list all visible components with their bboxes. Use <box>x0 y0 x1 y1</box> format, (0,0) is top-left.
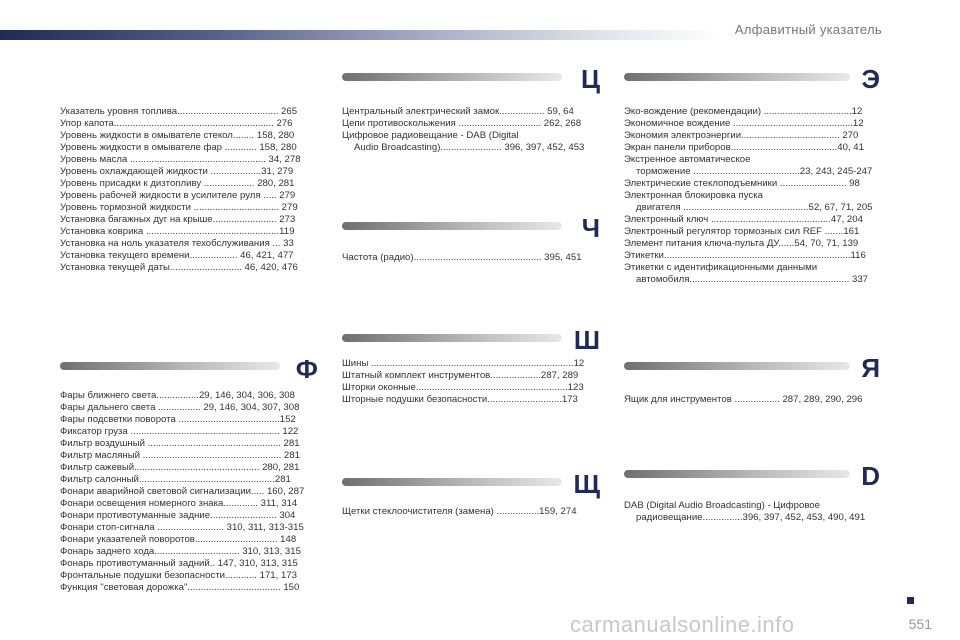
index-entry: Уровень рабочей жидкости в усилителе руля ..... 279 <box>60 190 296 201</box>
index-entry: Фильтр сажевый............................................... 280, 281 <box>60 462 300 473</box>
page-header-title: Алфавитный указатель <box>734 22 882 37</box>
section-divider-ch <box>342 222 562 230</box>
index-entry: Элемент питания ключа-пульта ДУ......54, 70, 71, 139 <box>624 238 859 249</box>
index-entry: Центральный электрический замок................. 59, 64 <box>342 106 574 117</box>
section-letter-f: Ф <box>295 354 318 384</box>
index-entry: Фильтр масляный .................................................... 281 <box>60 450 300 461</box>
index-entry: Указатель уровня топлива...................................... 265 <box>60 106 298 117</box>
index-entry: Уровень жидкости в омывателе стекол........ 158, 280 <box>60 130 295 141</box>
section-divider-ya <box>624 362 850 370</box>
index-entry: Экономия электроэнергии..................................... 270 <box>624 130 859 141</box>
index-entry: Фары подсветки поворота ......................................152 <box>60 414 296 425</box>
index-entry: Фонарь противотуманный задний.. 147, 310, 313, 315 <box>60 558 298 569</box>
index-entry: Штатный комплект инструментов...................287, 289 <box>342 370 579 381</box>
index-entry: Фильтр салонный...................................................281 <box>60 474 291 485</box>
section-letter-e: Э <box>861 64 880 94</box>
header-gradient-bar <box>0 30 720 40</box>
index-entry: автомобиля............................................................ 337 <box>636 274 869 285</box>
index-entry: Фронтальные подушки безопасности............ 171, 173 <box>60 570 297 581</box>
index-entry: Фиксатор груза ........................................................ 122 <box>60 426 299 437</box>
index-entry: Упор капота............................................................ 276 <box>60 118 293 129</box>
section-letter-ch: Ч <box>581 213 600 243</box>
index-entry: Фонарь заднего хода................................ 310, 313, 315 <box>60 546 301 557</box>
index-entry: Фонари стоп-сигнала ......................... 310, 311, 313-315 <box>60 522 304 533</box>
index-section-e <box>624 106 882 286</box>
section-divider-sh <box>342 334 562 342</box>
index-entry: двигателя ...............................................52, 67, 71, 205 <box>636 202 873 213</box>
index-entry: Шторные подушки безопасности............................173 <box>342 394 578 405</box>
index-entry: радиовещание...............396, 397, 452, 453, 490, 491 <box>636 512 866 523</box>
index-entry: Этикетки с идентификационными данными <box>624 262 818 273</box>
watermark: carmanualsonline.info <box>570 612 795 637</box>
index-entry: Щетки стеклоочистителя (замена) ................159, 274 <box>342 506 577 517</box>
index-entry: Уровень охлаждающей жидкости ...................31, 279 <box>60 166 294 177</box>
section-divider-shch <box>342 478 562 486</box>
index-entry: Электронный ключ .............................................47, 204 <box>624 214 863 225</box>
index-entry: Установка текущей даты........................... 46, 420, 476 <box>60 262 298 273</box>
section-letter-ts: Ц <box>581 64 600 94</box>
section-letter-sh: Ш <box>573 325 600 355</box>
index-entry: Шины ............................................................................12 <box>342 358 585 369</box>
section-letter-ya: Я <box>861 353 880 383</box>
index-entry: Установка багажных дуг на крыше........................ 273 <box>60 214 296 225</box>
index-entry: Установка текущего времени.................. 46, 421, 477 <box>60 250 294 261</box>
index-entry: Этикетки......................................................................116 <box>624 250 866 261</box>
index-entry: Экономичное вождение .............................................12 <box>624 118 864 129</box>
index-entry: Фильтр воздушный .................................................. 281 <box>60 438 300 449</box>
index-entry: Фары дальнего света ................ 29, 146, 304, 307, 308 <box>60 402 300 413</box>
index-entry: Уровень масла ................................................... 34, 278 <box>60 154 301 165</box>
section-letter-d: D <box>861 461 880 491</box>
index-section-ch <box>342 252 600 264</box>
index-entry: торможение ........................................23, 243, 245-247 <box>636 166 873 177</box>
index-entry: Эко-вождение (рекомендации) .................................12 <box>624 106 863 117</box>
index-entry: DAB (Digital Audio Broadcasting) - Цифровое <box>624 500 820 511</box>
section-divider-d <box>624 470 850 478</box>
index-section-ts <box>342 106 600 154</box>
index-section-f <box>60 390 318 594</box>
index-entry: Электронный регулятор тормозных сил REF .......161 <box>624 226 860 237</box>
index-entry: Частота (радио)................................................ 395, 451 <box>342 252 582 263</box>
page-marker <box>907 597 914 604</box>
index-entry: Шторки оконные.........................................................123 <box>342 382 584 393</box>
index-entry: Экстренное автоматическое <box>624 154 751 165</box>
section-divider-f <box>60 362 280 370</box>
index-entry: Фары ближнего света................29, 146, 304, 306, 308 <box>60 390 295 401</box>
index-section-sh <box>342 358 600 406</box>
index-entry: Фонари противотуманные задние......................... 304 <box>60 510 296 521</box>
index-entry: Электрические стеклоподъемники ......................... 98 <box>624 178 860 189</box>
section-divider-e <box>624 73 850 81</box>
index-entry: Экран панели приборов........................................40, 41 <box>624 142 864 153</box>
section-letter-shch: Щ <box>573 469 600 499</box>
index-entry: Цифровое радиовещание - DAB (Digital <box>342 130 519 141</box>
index-entry: Установка коврика ..................................................119 <box>60 226 295 237</box>
index-entry: Установка на ноль указателя техобслуживания ... 33 <box>60 238 294 249</box>
index-entry: Фонари указателей поворотов............................... 148 <box>60 534 297 545</box>
index-entry: Фонари освещения номерного знака............. 311, 314 <box>60 498 298 509</box>
index-section-shch <box>342 506 600 518</box>
index-entry: Уровень жидкости в омывателе фар ............ 158, 280 <box>60 142 297 153</box>
index-entry: Цепи противоскольжения ............................... 262, 268 <box>342 118 582 129</box>
index-entry: Уровень присадки к дизтопливу ................... 280, 281 <box>60 178 295 189</box>
section-divider-ts <box>342 73 562 81</box>
index-entry: Электронная блокировка пуска <box>624 190 763 201</box>
index-section-ya <box>624 394 882 406</box>
index-entry: Audio Broadcasting)....................... 396, 397, 452, 453 <box>354 142 585 153</box>
index-column-1 <box>60 106 318 274</box>
index-entry: Ящик для инструментов ................. 287, 289, 290, 296 <box>624 394 863 405</box>
index-entry: Фонари аварийной световой сигнализации..... 160, 287 <box>60 486 305 497</box>
page-number: 551 <box>908 616 932 632</box>
index-entry: Функция "световая дорожка"................................... 150 <box>60 582 300 593</box>
index-section-d <box>624 500 882 524</box>
index-entry: Уровень тормозной жидкости ................................ 279 <box>60 202 298 213</box>
